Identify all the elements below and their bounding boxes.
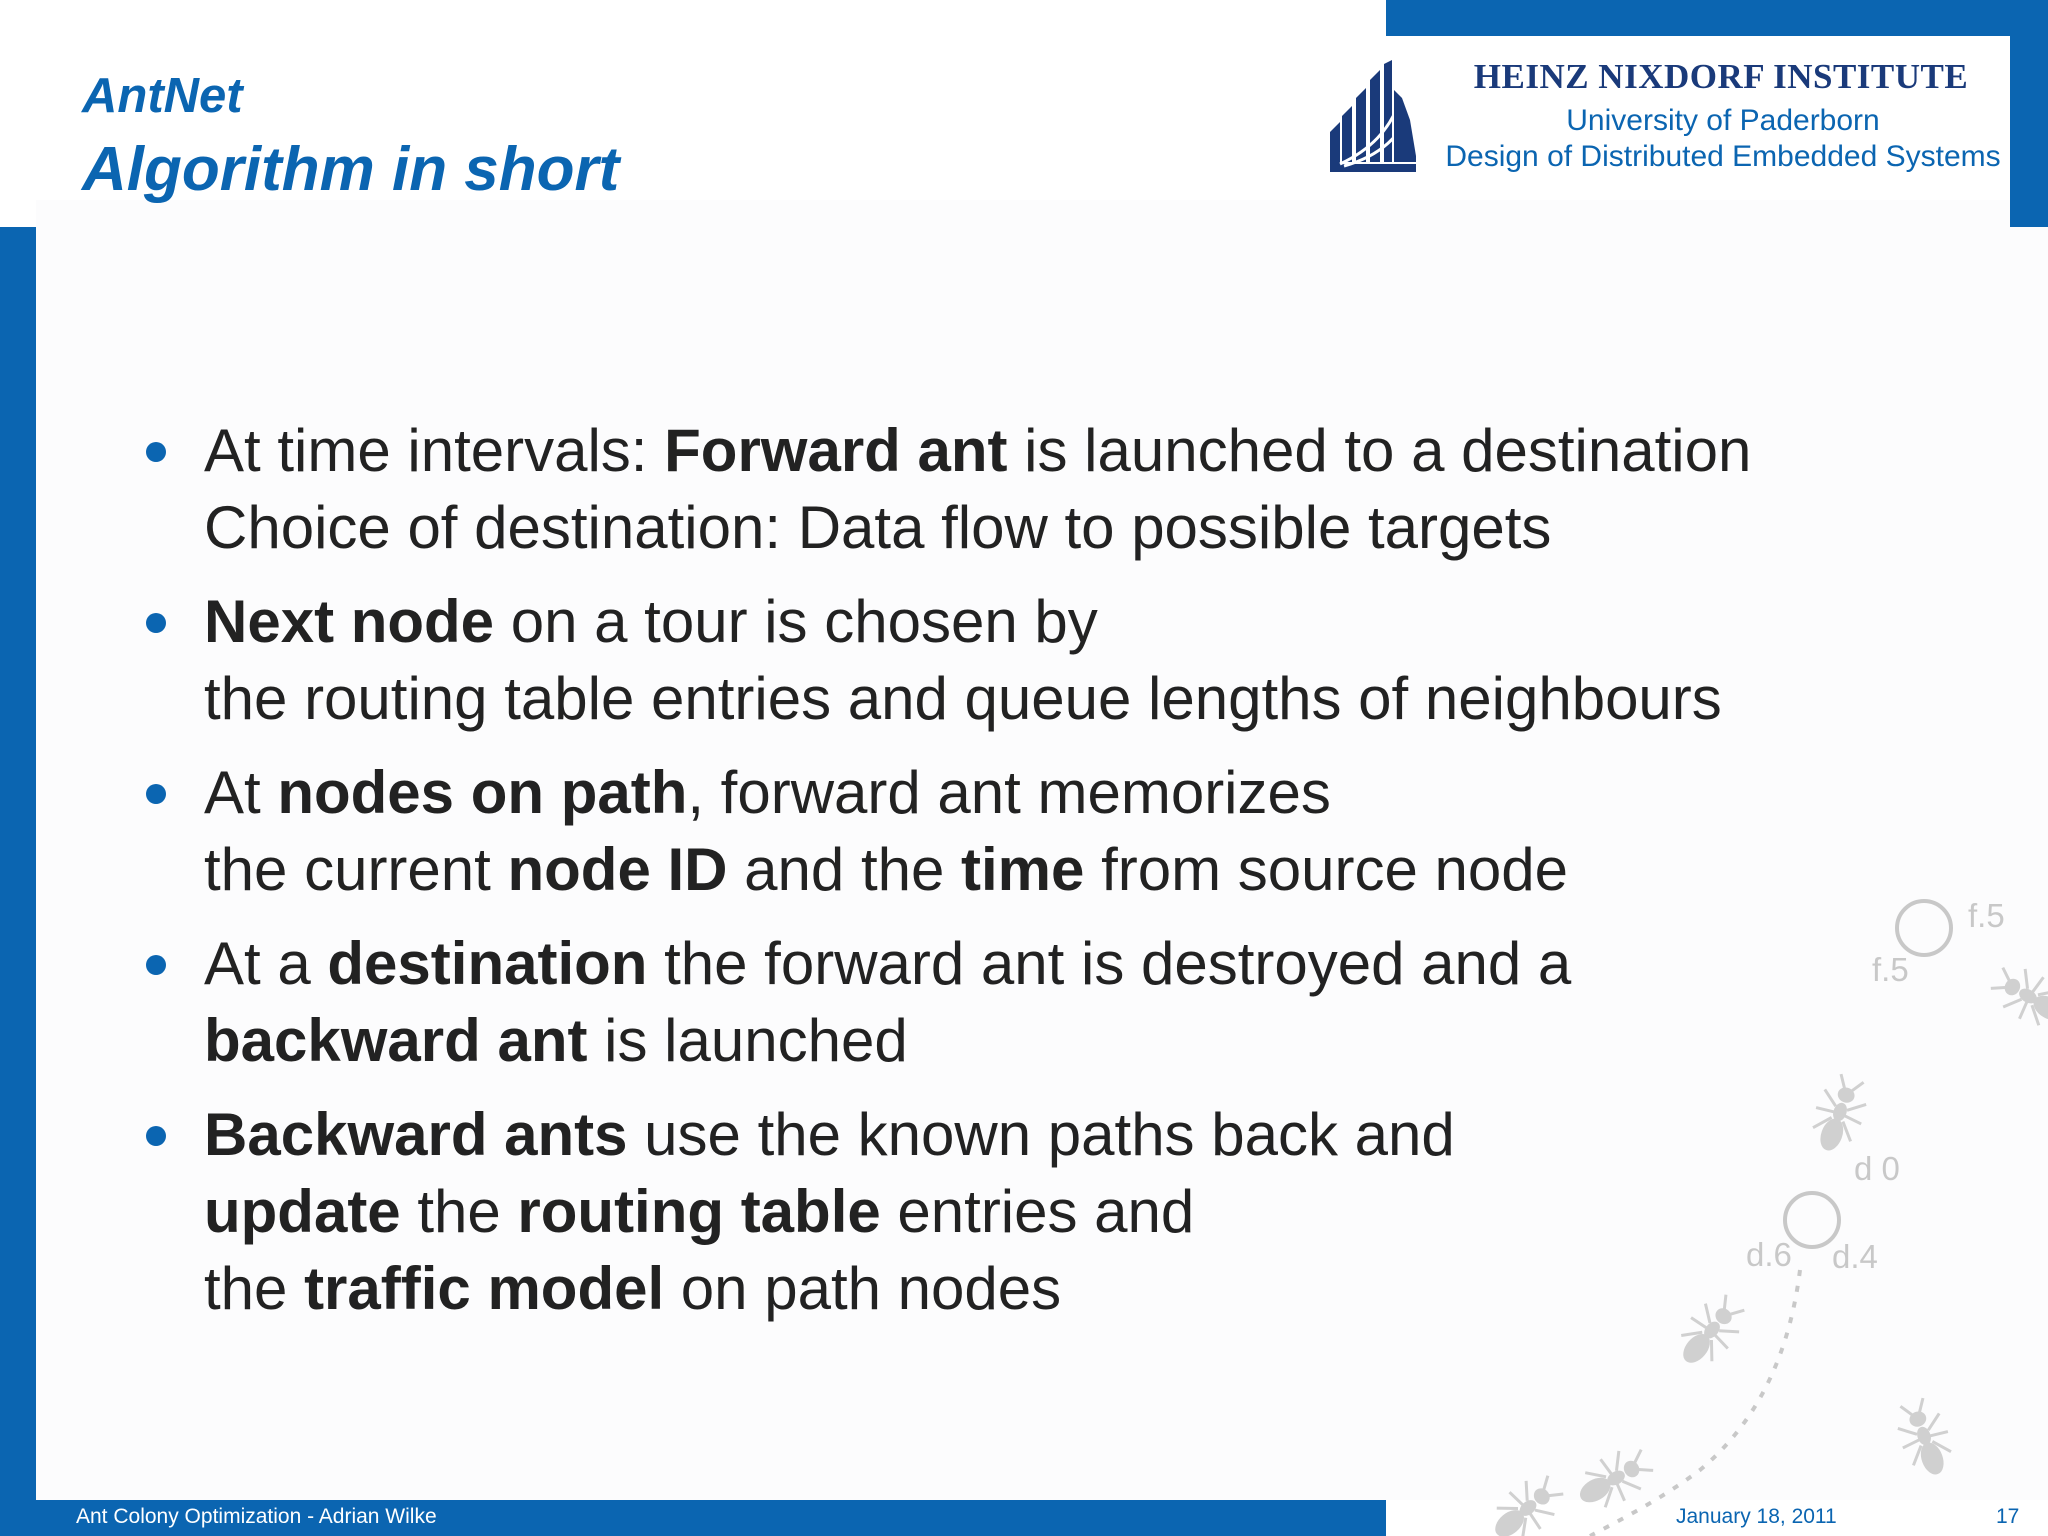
slide-title: Algorithm in short (82, 135, 620, 204)
ant-icon (1985, 957, 2048, 1037)
bullet-emphasis: traffic model (304, 1255, 665, 1322)
bullet-text: the routing table entries and queue lengths of neighbours (204, 665, 1722, 732)
path-label: f.5 (1968, 897, 2005, 934)
bullet-dot-icon (146, 442, 166, 462)
bullet-text: on path nodes (664, 1255, 1062, 1322)
slide-supertitle: AntNet (82, 69, 243, 123)
bullet-line (204, 583, 1840, 660)
bullet-emphasis: time (961, 836, 1085, 903)
path-node-circle (1897, 901, 1951, 955)
institute-name: HEINZ NIXDORF INSTITUTE (1473, 57, 1969, 96)
bullet-dot-icon (146, 955, 166, 975)
bullet-emphasis: Backward ants (204, 1101, 628, 1168)
bullet-text: , forward ant memorizes (687, 759, 1331, 826)
bullet-dot-icon (146, 784, 166, 804)
bullet-text: At a (204, 930, 328, 997)
bullet-emphasis: backward ant (204, 1007, 588, 1074)
bullet-text: on a tour is chosen by (494, 588, 1098, 655)
bullet-line (204, 412, 1840, 489)
path-label: f.5 (1872, 951, 1909, 988)
bullet-text: At (204, 759, 278, 826)
bullet-text: the forward ant is destroyed and a (647, 930, 1572, 997)
bullet-text: the current (204, 836, 508, 903)
path-label: d 0 (1854, 1150, 1900, 1187)
ant-icon (1889, 1394, 1960, 1482)
bullet-dot-icon (146, 613, 166, 633)
bullet-text: use the known paths back and (627, 1101, 1455, 1168)
bullet-emphasis: destination (327, 930, 648, 997)
bullet-emphasis: Forward ant (664, 417, 1008, 484)
bullet-text: is launched (587, 1007, 908, 1074)
path-node-circle (1785, 1193, 1839, 1247)
bullet-emphasis: routing table (517, 1178, 881, 1245)
institute-university: University of Paderborn (1566, 104, 1880, 137)
ant-icon (1804, 1070, 1875, 1158)
bullet-line (204, 754, 1840, 831)
bullet-text: entries and (880, 1178, 1195, 1245)
bullet-text: At time intervals: (204, 417, 665, 484)
institute-department: Design of Distributed Embedded Systems (1445, 140, 2001, 173)
ant-path-decoration (1440, 880, 2048, 1536)
ant-icon (1482, 1466, 1571, 1536)
bullet-text: and the (727, 836, 962, 903)
path-label: d.4 (1832, 1238, 1878, 1275)
footer-date: January 18, 2011 (1676, 1505, 1837, 1528)
footer-page-number: 17 (1996, 1505, 2020, 1528)
bullet-text: the (400, 1178, 518, 1245)
bullet-line (204, 489, 1840, 566)
left-accent-bar (0, 227, 36, 1536)
bullet-text: Choice of destination: Data flow to possible targets (204, 494, 1552, 561)
bullet-dot-icon (146, 1126, 166, 1146)
bullet-item (140, 583, 1840, 737)
top-right-accent-bar (1386, 0, 2048, 36)
bullet-text: the (204, 1255, 305, 1322)
bullet-emphasis: Next node (204, 588, 495, 655)
ant-icon (1668, 1287, 1754, 1376)
path-label: d.6 (1746, 1236, 1792, 1273)
bullet-text: is launched to a destination (1007, 417, 1752, 484)
bullet-text: from source node (1084, 836, 1568, 903)
footer-presentation-title: Ant Colony Optimization - Adrian Wilke (76, 1505, 437, 1528)
bullet-emphasis: update (204, 1178, 401, 1245)
bullet-emphasis: nodes on path (277, 759, 688, 826)
bullet-line (204, 660, 1840, 737)
ant-icon (1569, 1439, 1659, 1519)
bullet-item (140, 412, 1840, 566)
bullet-emphasis: node ID (507, 836, 728, 903)
